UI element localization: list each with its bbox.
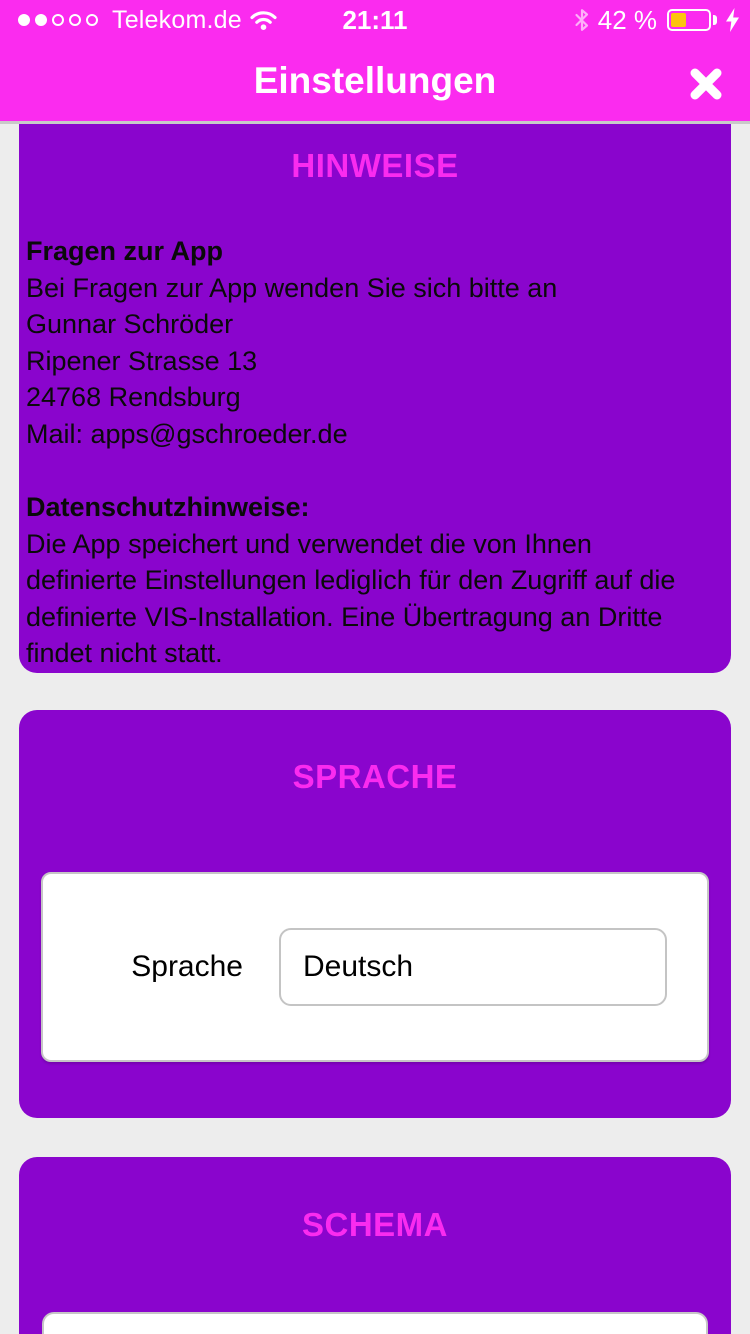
close-icon — [688, 66, 724, 102]
language-select[interactable] — [279, 928, 667, 1006]
signal-dot — [18, 14, 30, 26]
hinweise-title: HINWEISE — [291, 147, 459, 184]
signal-dot — [86, 14, 98, 26]
close-button[interactable] — [688, 66, 724, 102]
hinweise-line: findet nicht statt. — [26, 638, 223, 668]
clock: 21:11 — [342, 4, 408, 35]
bluetooth-icon — [574, 7, 590, 33]
hinweise-line: Bei Fragen zur App wenden Sie sich bitte an — [26, 272, 558, 303]
battery-body — [667, 9, 711, 31]
battery-percent-label: 42 % — [597, 4, 657, 35]
hinweise-line: 24768 Rendsburg — [26, 382, 241, 412]
charging-bolt-icon — [725, 8, 740, 32]
hinweise-line: Gunnar Schröder — [26, 309, 234, 339]
spacer — [26, 452, 721, 489]
hinweise-line: Mail: apps@gschroeder.de — [26, 418, 348, 449]
sprache-card — [19, 710, 731, 1118]
schema-title: SCHEMA — [301, 1206, 448, 1243]
language-select-value: Deutsch — [303, 950, 414, 983]
battery-nub — [713, 15, 717, 25]
hinweise-block1-heading: Fragen zur App — [26, 236, 224, 266]
cell-signal-icon — [18, 14, 98, 26]
battery-fill — [671, 13, 686, 27]
page-title: Einstellungen — [253, 60, 497, 101]
schema-panel — [42, 1312, 708, 1334]
schema-card — [19, 1157, 731, 1334]
wifi-icon — [250, 10, 277, 31]
hinweise-line: definierte VIS-Installation. Eine Übertragung an Dritte — [26, 601, 663, 632]
signal-dot — [69, 14, 81, 26]
hinweise-line: Ripener Strasse 13 — [26, 345, 258, 376]
hinweise-card — [19, 124, 731, 673]
status-bar-right — [574, 5, 740, 36]
status-bar-left — [10, 6, 277, 35]
status-bar — [0, 0, 750, 40]
nav-bar — [0, 40, 750, 124]
hinweise-line: definierte Einstellungen lediglich für den Zugriff auf die — [26, 565, 676, 595]
hinweise-line: Die App speichert und verwendet die von Ihnen — [26, 528, 592, 559]
hinweise-body — [19, 233, 731, 672]
sprache-panel — [41, 872, 709, 1062]
hinweise-block2-heading: Datenschutzhinweise: — [26, 492, 310, 522]
sprache-title: SPRACHE — [292, 758, 458, 795]
signal-dot — [52, 14, 64, 26]
battery-icon — [667, 9, 717, 31]
signal-dot — [35, 14, 47, 26]
sprache-field-label: Sprache — [131, 950, 243, 983]
carrier-label: Telekom.de — [112, 5, 242, 34]
